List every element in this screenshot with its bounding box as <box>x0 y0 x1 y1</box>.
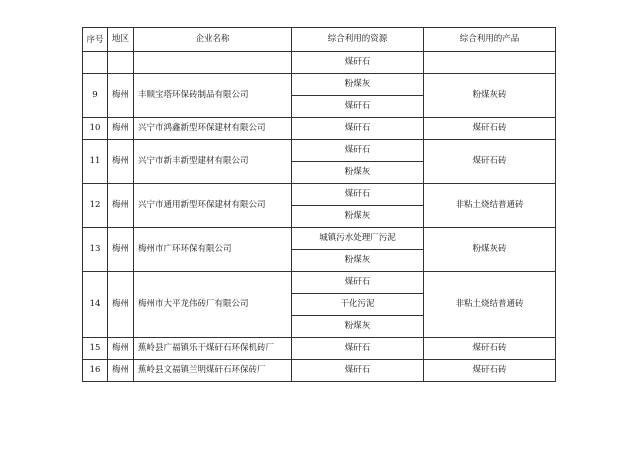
table-row <box>83 338 556 360</box>
cell-company: 梅州市大平龙伟砖厂有限公司 <box>134 272 292 338</box>
cell-seq: 14 <box>83 272 108 338</box>
header-product: 综合利用的产品 <box>424 28 556 52</box>
table-row <box>83 360 556 382</box>
cell-seq: 9 <box>83 74 108 118</box>
cell-product: 粉煤灰砖 <box>424 74 556 118</box>
header-company: 企业名称 <box>134 28 292 52</box>
cell-company: 蕉岭县广福镇乐干煤矸石环保机砖厂 <box>134 338 292 360</box>
cell-company <box>134 52 292 74</box>
cell-region: 梅州 <box>108 184 134 228</box>
cell-company: 兴宁市新丰新型建材有限公司 <box>134 140 292 184</box>
cell-product: 煤矸石砖 <box>424 140 556 184</box>
table-row <box>83 184 556 206</box>
cell-resource: 煤矸石 <box>292 52 424 74</box>
table-row <box>83 228 556 250</box>
header-resource: 综合利用的资源 <box>292 28 424 52</box>
cell-resource: 粉煤灰 <box>292 162 424 184</box>
table-header-row <box>83 28 556 52</box>
cell-region <box>108 52 134 74</box>
cell-company: 梅州市广环环保有限公司 <box>134 228 292 272</box>
cell-resource: 粉煤灰 <box>292 250 424 272</box>
table-body <box>83 52 556 382</box>
cell-product: 粉煤灰砖 <box>424 228 556 272</box>
cell-resource: 煤矸石 <box>292 96 424 118</box>
cell-resource: 煤矸石 <box>292 140 424 162</box>
cell-product: 非粘土烧结普通砖 <box>424 272 556 338</box>
table-row <box>83 52 556 74</box>
cell-resource: 粉煤灰 <box>292 74 424 96</box>
cell-company: 蕉岭县文福镇兰明煤矸石环保砖厂 <box>134 360 292 382</box>
cell-seq: 10 <box>83 118 108 140</box>
table-row <box>83 118 556 140</box>
cell-region: 梅州 <box>108 228 134 272</box>
cell-region: 梅州 <box>108 272 134 338</box>
cell-resource: 粉煤灰 <box>292 316 424 338</box>
cell-product: 非粘土烧结普通砖 <box>424 184 556 228</box>
cell-region: 梅州 <box>108 338 134 360</box>
table-row <box>83 140 556 162</box>
cell-resource: 煤矸石 <box>292 360 424 382</box>
cell-product: 煤矸石砖 <box>424 360 556 382</box>
cell-seq <box>83 52 108 74</box>
cell-resource: 煤矸石 <box>292 184 424 206</box>
table-row <box>83 272 556 294</box>
cell-region: 梅州 <box>108 140 134 184</box>
cell-region: 梅州 <box>108 74 134 118</box>
cell-seq: 15 <box>83 338 108 360</box>
cell-resource: 干化污泥 <box>292 294 424 316</box>
cell-product: 煤矸石砖 <box>424 338 556 360</box>
cell-seq: 13 <box>83 228 108 272</box>
cell-region: 梅州 <box>108 360 134 382</box>
cell-company: 兴宁市鸿鑫新型环保建材有限公司 <box>134 118 292 140</box>
cell-resource: 粉煤灰 <box>292 206 424 228</box>
cell-seq: 16 <box>83 360 108 382</box>
cell-product: 煤矸石砖 <box>424 118 556 140</box>
cell-resource: 煤矸石 <box>292 118 424 140</box>
table-row <box>83 74 556 96</box>
header-region: 地区 <box>108 28 134 52</box>
cell-seq: 12 <box>83 184 108 228</box>
cell-company: 兴宁市通用新型环保建材有限公司 <box>134 184 292 228</box>
cell-resource: 煤矸石 <box>292 272 424 294</box>
header-seq: 序号 <box>83 28 108 52</box>
cell-product <box>424 52 556 74</box>
cell-company: 丰顺宝塔环保砖制品有限公司 <box>134 74 292 118</box>
cell-resource: 煤矸石 <box>292 338 424 360</box>
enterprise-table <box>82 27 556 382</box>
cell-seq: 11 <box>83 140 108 184</box>
cell-resource: 城镇污水处理厂污泥 <box>292 228 424 250</box>
cell-region: 梅州 <box>108 118 134 140</box>
